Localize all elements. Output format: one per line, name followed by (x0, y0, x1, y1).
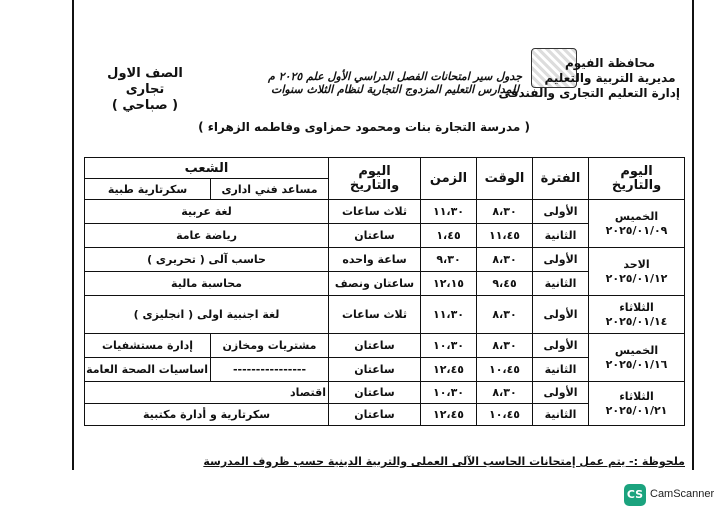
camscanner-label: CamScanner (650, 488, 715, 500)
period-cell: الأولى (533, 296, 589, 334)
table-row (85, 248, 685, 272)
end-time-cell: ٩،٣٠ (421, 248, 477, 272)
subject-cell: لغة عربية (85, 200, 329, 224)
grade: الصف الاول (107, 66, 183, 81)
period-cell: الثانية (533, 358, 589, 382)
header-grade (90, 66, 200, 114)
subject-cell: ---------------- (211, 358, 329, 382)
subject-cell: اساسيات الصحة العامة (85, 358, 211, 382)
table-row (85, 200, 685, 224)
col-branches: الشعب (85, 158, 329, 179)
start-time-cell: ٩،٤٥ (477, 272, 533, 296)
subject-cell: لغة اجنبية اولى ( انجليزى ) (85, 296, 329, 334)
branch-assistant: مساعد فني ادارى (211, 179, 329, 200)
subject-cell: اقتصاد (85, 382, 329, 404)
start-time-cell: ٨،٣٠ (477, 382, 533, 404)
shift: ( صباحي ) (111, 98, 179, 113)
header-title (250, 70, 540, 96)
period-cell: الأولى (533, 248, 589, 272)
governorate: محافظة الفيوم (564, 56, 656, 70)
end-time-cell: ١،٤٥ (421, 224, 477, 248)
track: تجارى (125, 82, 165, 97)
subject-cell: محاسبة مالية (85, 272, 329, 296)
period-cell: الثانية (533, 404, 589, 426)
title-line-1: جدول سير امتحانات الفصل الدراسي الأول علم ٢٠٢٥ م (268, 70, 522, 83)
duration-cell: ساعتان ونصف (329, 272, 421, 296)
end-time-cell: ١٢،٤٥ (421, 404, 477, 426)
branch-medical-secretary: سكرتارية طبية (85, 179, 211, 200)
table-row (85, 296, 685, 334)
camscanner-logo-icon: CS (624, 484, 646, 506)
period-cell: الأولى (533, 334, 589, 358)
end-time-cell: ١٢،١٥ (421, 272, 477, 296)
period-cell: الأولى (533, 200, 589, 224)
header-row (85, 158, 685, 179)
start-time-cell: ٨،٣٠ (477, 296, 533, 334)
duration-cell: ساعتان (329, 358, 421, 382)
page-border-left (72, 0, 74, 470)
duration-cell: ثلاث ساعات (329, 296, 421, 334)
end-time-cell: ١١،٣٠ (421, 200, 477, 224)
period-cell: الثانية (533, 224, 589, 248)
table-row (85, 382, 685, 404)
day-date-cell: الخميس ٢٠٢٥/٠١/١٦ (589, 334, 685, 382)
duration-cell: ساعتان (329, 382, 421, 404)
period-cell: الأولى (533, 382, 589, 404)
exam-schedule-table (84, 157, 685, 426)
end-time-cell: ١١،٣٠ (421, 296, 477, 334)
col-duration-header: الزمن (421, 158, 477, 200)
end-time-cell: ١٠،٣٠ (421, 334, 477, 358)
duration-cell: ساعتان (329, 334, 421, 358)
day-date-cell: الاحد ٢٠٢٥/٠١/١٢ (589, 248, 685, 296)
subject-cell: رياضة عامة (85, 224, 329, 248)
col-time: الوقت (477, 158, 533, 200)
subject-cell: سكرتارية و أدارة مكتبية (85, 404, 329, 426)
page-border-right (692, 0, 694, 470)
start-time-cell: ١١،٤٥ (477, 224, 533, 248)
subject-cell: حاسب آلى ( تحريرى ) (85, 248, 329, 272)
administration: إدارة التعليم التجارى والفندقى (498, 86, 680, 100)
table-row (85, 334, 685, 358)
col-period: الفترة (533, 158, 589, 200)
start-time-cell: ١٠،٤٥ (477, 404, 533, 426)
start-time-cell: ٨،٣٠ (477, 200, 533, 224)
end-time-cell: ١٢،٤٥ (421, 358, 477, 382)
footnote: ملحوظة :- يتم عمل إمتحانات الحاسب الآلى العملى والتربية الدينية حسب ظروف المدرسة (203, 455, 685, 468)
duration-cell: ساعة واحده (329, 248, 421, 272)
duration-cell: ساعتان (329, 224, 421, 248)
day-date-cell: الخميس ٢٠٢٥/٠١/٠٩ (589, 200, 685, 248)
title-line-2: للمدارس التعليم المزدوج التجارية لنظام الثلاث سنوات (271, 83, 519, 96)
directorate: مديرية التربية والتعليم (544, 71, 676, 85)
day-date-cell: الثلاثاء ٢٠٢٥/٠١/١٤ (589, 296, 685, 334)
col-day-date: اليوم والتاريخ (589, 158, 685, 200)
header-authority (498, 56, 680, 101)
start-time-cell: ٨،٣٠ (477, 248, 533, 272)
subject-cell: مشتريات ومخازن (211, 334, 329, 358)
subject-cell: إدارة مستشفيات (85, 334, 211, 358)
duration-cell: ثلاث ساعات (329, 200, 421, 224)
school-name: ( مدرسة التجارة بنات ومحمود حمزاوى وفاطمه الزهراء ) (198, 120, 530, 134)
day-date-cell: الثلاثاء ٢٠٢٥/٠١/٢١ (589, 382, 685, 426)
col-day-date-2: اليوم والتاريخ (329, 158, 421, 200)
start-time-cell: ١٠،٤٥ (477, 358, 533, 382)
end-time-cell: ١٠،٣٠ (421, 382, 477, 404)
start-time-cell: ٨،٣٠ (477, 334, 533, 358)
period-cell: الثانية (533, 272, 589, 296)
duration-cell: ساعتان (329, 404, 421, 426)
camscanner-watermark (624, 484, 720, 509)
